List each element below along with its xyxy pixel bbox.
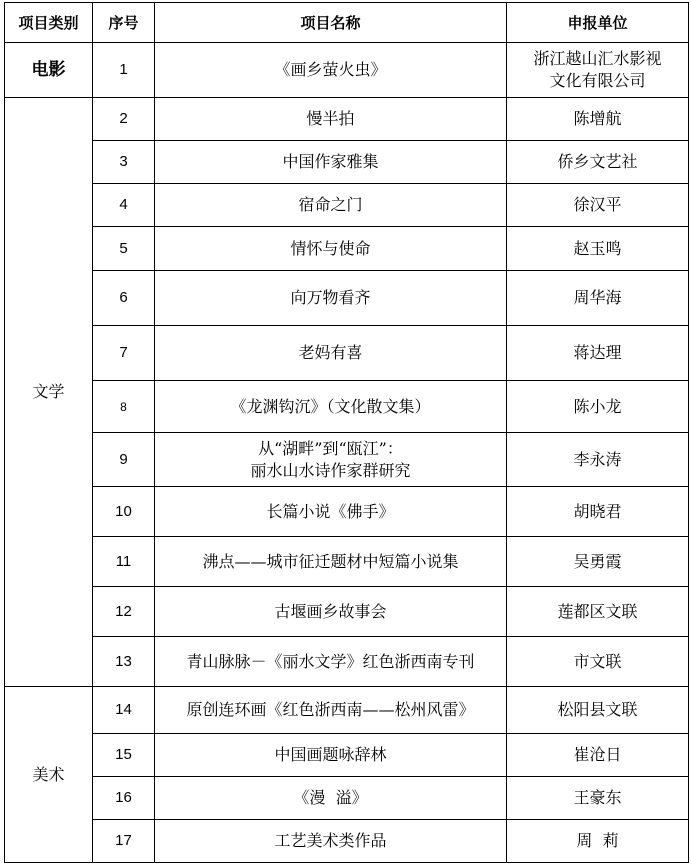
category-literature: 文学 <box>5 98 93 687</box>
seq-cell: 7 <box>93 326 155 381</box>
seq-cell: 3 <box>93 141 155 184</box>
name-cell: 中国画题咏辞林 <box>155 734 507 777</box>
unit-cell: 赵玉鸣 <box>507 227 689 271</box>
table-row <box>5 537 689 587</box>
name-cell: 宿命之门 <box>155 184 507 227</box>
project-table <box>4 2 689 863</box>
name-cell: 《漫 溢》 <box>155 777 507 820</box>
unit-cell: 陈增航 <box>507 98 689 141</box>
seq-cell: 11 <box>93 537 155 587</box>
seq-cell: 9 <box>93 433 155 487</box>
header-row <box>5 3 689 43</box>
unit-cell: 周 莉 <box>507 820 689 863</box>
unit-cell: 市文联 <box>507 637 689 687</box>
unit-cell <box>507 43 689 98</box>
name-cell: 工艺美术类作品 <box>155 820 507 863</box>
unit-cell: 崔沧日 <box>507 734 689 777</box>
name-cell: 沸点——城市征迁题材中短篇小说集 <box>155 537 507 587</box>
table-row <box>5 487 689 537</box>
name-cell: 《龙渊钩沉》（文化散文集） <box>155 381 507 433</box>
table-row <box>5 184 689 227</box>
unit-cell: 蒋达理 <box>507 326 689 381</box>
table-row <box>5 687 689 734</box>
table-row <box>5 820 689 863</box>
table-row <box>5 381 689 433</box>
unit-cell: 莲都区文联 <box>507 587 689 637</box>
table-row <box>5 587 689 637</box>
table-row <box>5 433 689 487</box>
seq-cell: 12 <box>93 587 155 637</box>
category-film: 电影 <box>5 43 93 98</box>
table-row <box>5 98 689 141</box>
unit-cell: 松阳县文联 <box>507 687 689 734</box>
name-cell: 向万物看齐 <box>155 271 507 326</box>
seq-cell: 15 <box>93 734 155 777</box>
seq-cell: 8 <box>93 381 155 433</box>
header-unit: 申报单位 <box>507 3 689 43</box>
table-row <box>5 734 689 777</box>
table-row <box>5 43 689 98</box>
name-cell: 慢半拍 <box>155 98 507 141</box>
name-cell: 《画乡萤火虫》 <box>155 43 507 98</box>
table-row <box>5 326 689 381</box>
name-cell: 情怀与使命 <box>155 227 507 271</box>
seq-cell: 14 <box>93 687 155 734</box>
seq-cell: 4 <box>93 184 155 227</box>
unit-cell: 王豪东 <box>507 777 689 820</box>
unit-cell: 徐汉平 <box>507 184 689 227</box>
header-category: 项目类别 <box>5 3 93 43</box>
seq-cell: 2 <box>93 98 155 141</box>
unit-line-2: 文化有限公司 <box>549 71 646 90</box>
seq-cell: 5 <box>93 227 155 271</box>
name-cell: 古堰画乡故事会 <box>155 587 507 637</box>
table-row <box>5 637 689 687</box>
table-row <box>5 271 689 326</box>
table-row <box>5 141 689 184</box>
name-line-1: 从“湖畔”到“瓯江”： <box>258 438 403 458</box>
seq-cell: 1 <box>93 43 155 98</box>
name-cell: 老妈有喜 <box>155 326 507 381</box>
unit-cell: 胡晓君 <box>507 487 689 537</box>
name-cell <box>155 433 507 487</box>
seq-cell: 17 <box>93 820 155 863</box>
seq-cell: 10 <box>93 487 155 537</box>
seq-cell: 6 <box>93 271 155 326</box>
name-cell: 原创连环画《红色浙西南——松州风雷》 <box>155 687 507 734</box>
unit-line-1: 浙江越山汇水影视 <box>533 49 662 68</box>
unit-cell: 侨乡文艺社 <box>507 141 689 184</box>
unit-cell: 陈小龙 <box>507 381 689 433</box>
name-cell: 长篇小说《佛手》 <box>155 487 507 537</box>
seq-cell: 13 <box>93 637 155 687</box>
header-name: 项目名称 <box>155 3 507 43</box>
name-cell: 中国作家雅集 <box>155 141 507 184</box>
unit-cell: 周华海 <box>507 271 689 326</box>
unit-cell: 李永涛 <box>507 433 689 487</box>
header-seq: 序号 <box>93 3 155 43</box>
name-line-2: 丽水山水诗作家群研究 <box>250 460 411 480</box>
table-row <box>5 777 689 820</box>
table-row <box>5 227 689 271</box>
category-art: 美术 <box>5 687 93 863</box>
seq-cell: 16 <box>93 777 155 820</box>
unit-cell: 吴勇霞 <box>507 537 689 587</box>
name-cell: 青山脉脉－《丽水文学》红色浙西南专刊 <box>155 637 507 687</box>
